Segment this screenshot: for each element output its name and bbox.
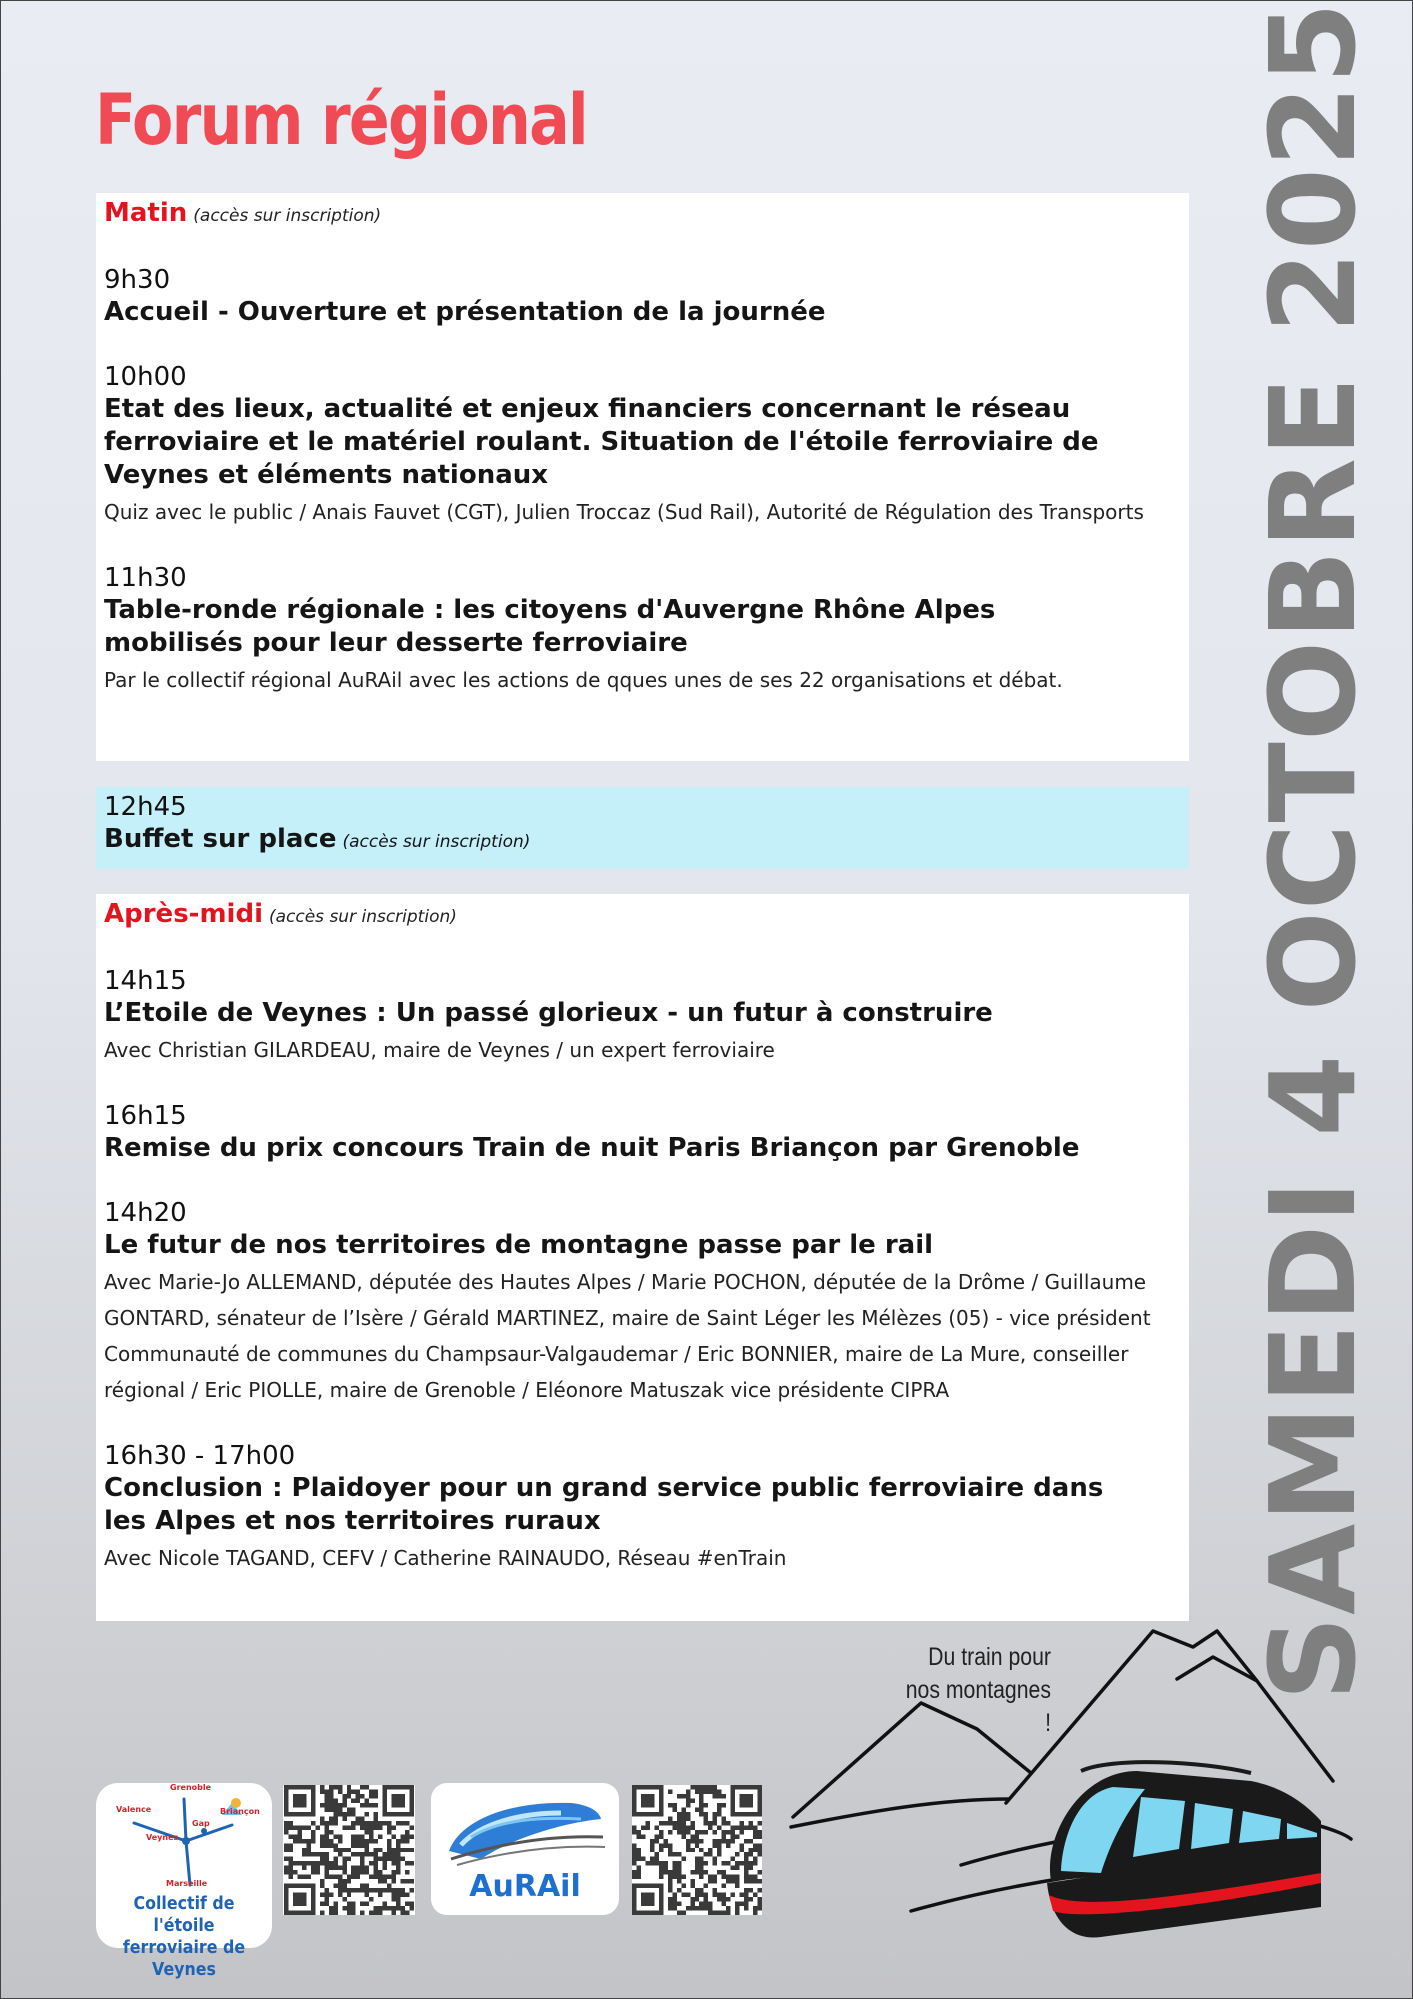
mountains-train-illustration xyxy=(781,1621,1361,1981)
lunch-title: Buffet sur place xyxy=(104,824,337,854)
morning-header xyxy=(104,197,1181,232)
qr-code[interactable] xyxy=(283,1785,415,1915)
entry-title: Table-ronde régionale : les citoyens d'Auvergne Rhône Alpes mobilisés pour leur desserte ferroviaire xyxy=(104,595,996,658)
section-title: Après-midi xyxy=(104,899,263,929)
entry-time: 10h00 xyxy=(104,362,187,392)
entry-description: Par le collectif régional AuRAil avec les actions de qques unes de ses 22 organisations et débat. xyxy=(104,668,1063,692)
event-date: SAMEDI 4 OCTOBRE 2025 xyxy=(1244,0,1382,1701)
collectif-name xyxy=(107,1893,260,1981)
afternoon-header xyxy=(104,898,1181,933)
entry-title: Le futur de nos territoires de montagne passe par le rail xyxy=(104,1230,934,1260)
map-label: Veynes xyxy=(146,1833,179,1842)
aurail-train-logo xyxy=(441,1789,609,1871)
entry-description: Avec Marie-Jo ALLEMAND, députée des Hautes Alpes / Marie POCHON, députée de la Drôme / Guillaume GONTARD, sénateur de l’Isère / Gérald MARTINEZ, maire de Saint Léger les Mélèzes (05) - vice président Communauté de communes du Champsaur-Valgaudemar / Eric BONNIER, maire de La Mure, conseiller régional / Eric PIOLLE, maire de Grenoble / Eléonore Matuszak vice présidente CIPRA xyxy=(104,1270,1151,1402)
entry-title: Etat des lieux, actualité et enjeux financiers concernant le réseau ferroviaire et le matériel roulant. Situation de l'étoile ferroviaire de Veynes et éléments nationaux xyxy=(104,394,1099,490)
entry-title: Accueil - Ouverture et présentation de la journée xyxy=(104,297,826,327)
entry-title: Conclusion : Plaidoyer pour un grand service public ferroviaire dans les Alpes et nos territoires ruraux xyxy=(104,1473,1104,1536)
aurail-name: AuRAil xyxy=(469,1869,581,1904)
program-entry xyxy=(104,1440,1181,1576)
program-entry xyxy=(104,562,1181,698)
section-note: (accès sur inscription) xyxy=(193,206,382,226)
aurail-logo-card[interactable] xyxy=(431,1783,619,1915)
entry-description: Avec Nicole TAGAND, CEFV / Catherine RAINAUDO, Réseau #enTrain xyxy=(104,1546,787,1570)
program-entry xyxy=(104,1197,1181,1408)
map-label: Valence xyxy=(116,1805,152,1814)
qr-code-pattern xyxy=(632,1785,762,1915)
entry-description: Avec Christian GILARDEAU, maire de Veynes / un expert ferroviaire xyxy=(104,1038,775,1062)
star-network-map xyxy=(104,1789,264,1889)
program-entry xyxy=(104,264,1181,329)
map-label: Marseille xyxy=(166,1879,208,1888)
entry-time: 14h15 xyxy=(104,966,187,996)
entry-time: 14h20 xyxy=(104,1198,187,1228)
program-entry xyxy=(104,965,1181,1068)
entry-time: 12h45 xyxy=(104,792,187,822)
program-entry xyxy=(104,1100,1181,1165)
qr-code[interactable] xyxy=(632,1785,762,1915)
entry-title xyxy=(104,823,1181,859)
collectif-name-line: ferroviaire de Veynes xyxy=(122,1937,246,1980)
afternoon-panel xyxy=(96,894,1189,1621)
section-note: (accès sur inscription) xyxy=(268,907,457,927)
entry-title: Remise du prix concours Train de nuit Paris Briançon par Grenoble xyxy=(104,1133,1080,1163)
entry-time: 11h30 xyxy=(104,563,187,593)
lunch-panel xyxy=(96,787,1189,869)
slogan-line: nos montagnes ! xyxy=(905,1676,1051,1737)
entry-title: L’Etoile de Veynes : Un passé glorieux - un futur à construire xyxy=(104,998,993,1028)
collectif-name-line: Collectif de l'étoile xyxy=(133,1893,235,1936)
morning-panel xyxy=(96,193,1189,761)
train-icon xyxy=(1047,1762,1321,1937)
entry-description: Quiz avec le public / Anais Fauvet (CGT), Julien Troccaz (Sud Rail), Autorité de Régulation des Transports xyxy=(104,500,1144,524)
program-entry xyxy=(104,361,1181,530)
map-label: Gap xyxy=(192,1819,210,1828)
map-label: Grenoble xyxy=(170,1783,212,1792)
page-title: Forum régional xyxy=(95,79,587,161)
lunch-note: (accès sur inscription) xyxy=(342,832,531,852)
qr-code-pattern xyxy=(283,1785,415,1915)
entry-time: 16h15 xyxy=(104,1101,187,1131)
entry-time: 16h30 - 17h00 xyxy=(104,1441,296,1471)
map-label: Briançon xyxy=(220,1807,260,1816)
section-title: Matin xyxy=(104,198,188,228)
slogan-line: Du train pour xyxy=(928,1643,1051,1671)
entry-time: 9h30 xyxy=(104,265,171,295)
